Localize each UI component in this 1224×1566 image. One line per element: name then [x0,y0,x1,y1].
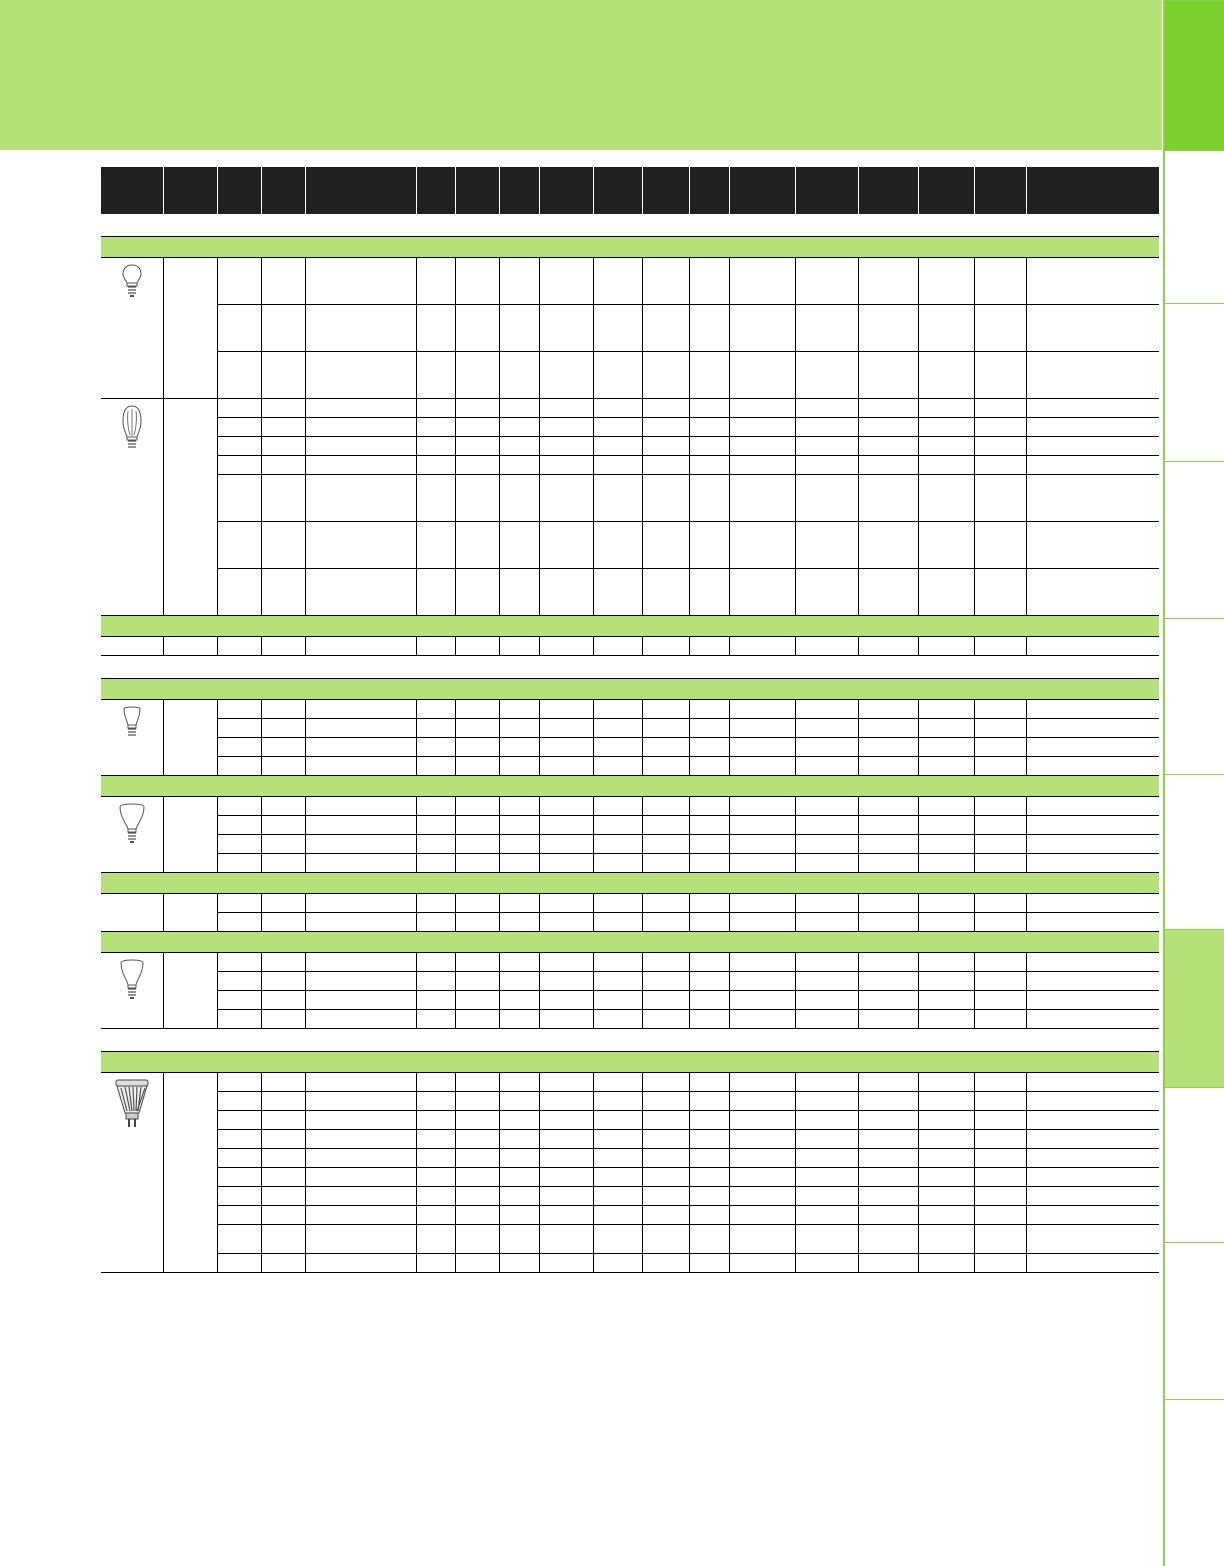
section-band-7 [101,1052,1159,1073]
table-row [101,305,1159,352]
table-row [101,1130,1159,1149]
table-row [101,816,1159,835]
table-row [101,719,1159,738]
sidebar-tab-4[interactable] [1165,461,1224,618]
table-row [101,1254,1159,1273]
table-row [101,258,1159,305]
a19-bulb-icon [122,264,142,298]
table-row [101,854,1159,873]
product-image-cell [101,797,163,873]
product-image-cell [101,953,163,1029]
table-row [101,972,1159,991]
sidebar-tab-3[interactable] [1165,303,1224,461]
sidebar-tab-6[interactable] [1165,774,1224,929]
table-row [101,569,1159,616]
sidebar-tab-1[interactable] [1165,0,1224,150]
sidebar-tab-7-current[interactable] [1165,929,1224,1087]
product-image-cell [101,399,163,616]
sidebar-tab-8[interactable] [1165,1087,1224,1242]
table-row [101,757,1159,776]
sidebar-tab-5[interactable] [1165,618,1224,774]
table-row [101,437,1159,456]
table-row [101,418,1159,437]
table-header-row [101,167,1159,214]
sidebar-tab-9[interactable] [1165,1242,1224,1399]
section-band-3 [101,679,1159,700]
table-row [101,637,1159,656]
table-row [101,1092,1159,1111]
decorative-a-lamp-icon [121,405,143,451]
table-row [101,399,1159,418]
table-row [101,475,1159,522]
lamp-spec-table [101,167,1159,1273]
table-row [101,1168,1159,1187]
table-row [101,1206,1159,1225]
br30-reflector-bulb-icon [118,803,146,847]
table-row [101,894,1159,913]
product-image-cell [101,700,163,776]
table-row [101,835,1159,854]
table-row [101,913,1159,932]
table-row [101,738,1159,757]
table-row [101,456,1159,475]
br40-reflector-bulb-icon [119,959,145,1003]
table-row [101,700,1159,719]
table-row [101,1187,1159,1206]
header-band [0,0,1162,150]
sidebar-tab-10[interactable] [1165,1399,1224,1566]
table-row [101,1073,1159,1092]
table-row [101,1111,1159,1130]
table-row [101,522,1159,569]
section-band-5 [101,873,1159,894]
table-row [101,1225,1159,1254]
table-row [101,991,1159,1010]
table-row [101,1149,1159,1168]
mr16-led-lamp-icon [115,1079,149,1129]
table-row [101,953,1159,972]
sidebar-tab-2[interactable] [1165,150,1224,303]
product-image-cell [101,258,163,399]
section-band-1 [101,237,1159,258]
table-row [101,1010,1159,1029]
small-reflector-bulb-icon [122,706,142,740]
product-image-cell [101,1073,163,1273]
table-row [101,797,1159,816]
section-band-4 [101,776,1159,797]
section-band-6 [101,932,1159,953]
section-band-2 [101,616,1159,637]
table-row [101,352,1159,399]
